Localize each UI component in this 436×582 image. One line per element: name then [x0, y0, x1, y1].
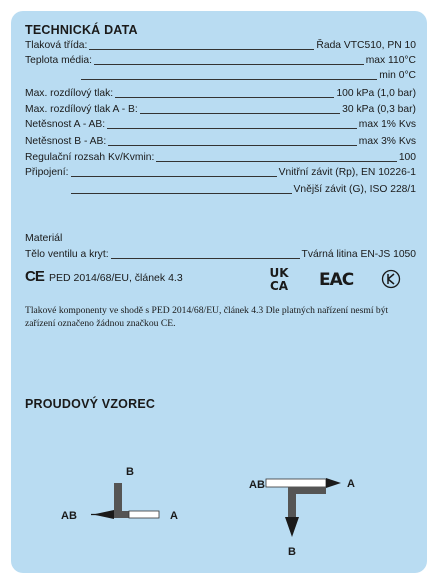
section-title: TECHNICKÁ DATA	[25, 23, 138, 37]
eac-mark-icon: EAC	[319, 270, 354, 290]
technical-data-card	[11, 11, 427, 573]
leader-line	[156, 161, 396, 162]
spec-row-pressure-class	[25, 39, 416, 52]
circled-r-mark-icon	[381, 269, 401, 289]
compliance-note: Tlakové komponenty ve shodě s PED 2014/68/EU, článek 4.3 Dle platných nařízení nesmí být zařízení označeno žádnou značkou CE.	[25, 305, 389, 329]
leader-line	[94, 64, 364, 65]
spec-row-material	[25, 248, 416, 261]
spec-label: Připojení:	[25, 167, 69, 178]
port-label-ab-right: AB	[249, 479, 265, 491]
flow-pattern-title: PROUDOVÝ VZOREC	[25, 397, 156, 411]
spec-row-temperature-min	[25, 69, 416, 82]
port-label-a-left: A	[170, 510, 178, 522]
leader-line	[115, 97, 334, 98]
spec-value: 100	[398, 152, 416, 163]
port-label-ab-left: AB	[61, 510, 77, 522]
spec-value: 30 kPa (0,3 bar)	[342, 104, 416, 115]
pipe-a-segment	[129, 511, 159, 518]
spec-value: Tvárná litina EN-JS 1050	[301, 249, 416, 260]
spec-label: Max. rozdílový tlak:	[25, 88, 114, 99]
spec-row-connection	[25, 166, 416, 179]
port-label-b-left: B	[126, 466, 134, 478]
spec-label: Teplota média:	[25, 55, 92, 66]
ce-mark: CE	[25, 268, 44, 285]
spec-row-max-diff-pressure-ab	[25, 103, 416, 116]
spec-value: max 3% Kvs	[358, 136, 416, 147]
spec-row-connection-external	[25, 183, 416, 196]
material-title: Materiál	[25, 232, 63, 244]
leader-line	[71, 193, 292, 194]
pipe-b-branch	[288, 487, 296, 517]
spec-label: Regulační rozsah Kv/Kvmin:	[25, 152, 155, 163]
spec-value: Vnitřní závit (Rp), EN 10226-1	[278, 167, 416, 178]
ukca-top-text: UK	[269, 266, 289, 280]
flow-diagram-right	[249, 478, 355, 558]
port-label-a-right: A	[347, 478, 355, 490]
spec-label: Netěsnost B - AB:	[25, 136, 107, 147]
spec-label: Max. rozdílový tlak A - B:	[25, 104, 138, 115]
spec-value: Řada VTC510, PN 10	[316, 40, 416, 51]
flow-diagram-left	[61, 466, 178, 522]
arrow-a-right	[326, 478, 341, 488]
flow-pattern-diagram	[11, 451, 427, 571]
arrow-b-down	[285, 517, 299, 537]
spec-value: max 110°C	[365, 55, 416, 66]
spec-value: Vnější závit (G), ISO 228/1	[293, 184, 416, 195]
pipe-ab-segment	[266, 479, 326, 487]
spec-value: 100 kPa (1,0 bar)	[336, 88, 416, 99]
spec-label: Tlaková třída:	[25, 40, 88, 51]
spec-row-leakage-a-ab	[25, 118, 416, 131]
leader-line	[140, 113, 340, 114]
spec-label: Tělo ventilu a kryt:	[25, 249, 109, 260]
spec-value: max 1% Kvs	[358, 119, 416, 130]
spec-row-control-range	[25, 151, 416, 164]
port-label-b-right: B	[288, 546, 296, 558]
ped-text: PED 2014/68/EU, článek 4.3	[49, 272, 183, 284]
leader-line	[89, 49, 314, 50]
leader-line	[108, 145, 356, 146]
certification-marks	[25, 266, 416, 292]
spec-row-leakage-b-ab	[25, 135, 416, 148]
spec-value: min 0°C	[379, 70, 416, 81]
ukca-bottom-text: CA	[269, 279, 289, 292]
leader-line	[71, 176, 277, 177]
leader-line	[107, 128, 357, 129]
ukca-mark-icon	[265, 266, 293, 292]
leader-line	[111, 258, 300, 259]
spec-row-max-diff-pressure	[25, 87, 416, 100]
spec-row-temperature	[25, 54, 416, 67]
spec-label: Netěsnost A - AB:	[25, 119, 106, 130]
leader-line	[81, 79, 377, 80]
